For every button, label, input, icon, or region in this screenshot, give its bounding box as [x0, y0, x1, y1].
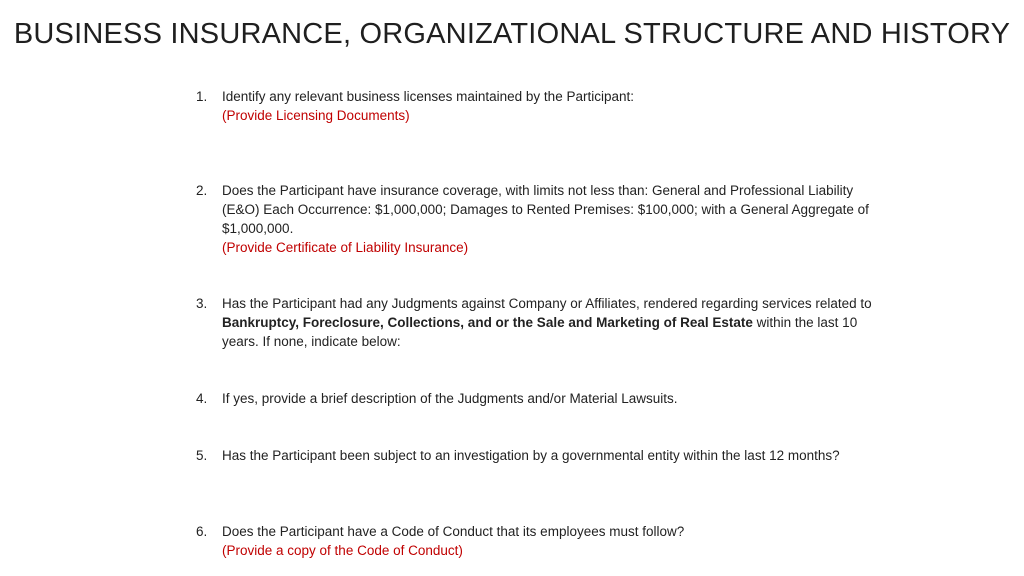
item-text-bold: Bankruptcy, Foreclosure, Collections, and or the Sale and Marketing of Real Estate	[222, 315, 753, 330]
item-number: 6.	[196, 524, 208, 539]
item-text: If yes, provide a brief description of the Judgments and/or Material Lawsuits.	[222, 391, 678, 406]
list-item-5	[196, 446, 856, 465]
item-text-after: within the last 10 years. If none, indicate below:	[222, 315, 858, 349]
item-text: Has the Participant been subject to an investigation by a governmental entity within the last 12 months?	[222, 448, 840, 463]
item-number: 2.	[196, 183, 208, 198]
list-item-1	[196, 87, 886, 125]
item-number: 4.	[196, 391, 208, 406]
item-number: 3.	[196, 296, 208, 311]
item-note: (Provide Licensing Documents)	[222, 108, 410, 123]
list-item-4	[196, 389, 886, 408]
item-note: (Provide Certificate of Liability Insurance)	[222, 240, 469, 255]
page-title: BUSINESS INSURANCE, ORGANIZATIONAL STRUCTURE AND HISTORY	[13, 18, 1011, 50]
item-content	[222, 181, 886, 257]
item-content	[222, 522, 886, 560]
item-text: Identify any relevant business licenses maintained by the Participant:	[222, 89, 634, 104]
item-text: Does the Participant have insurance coverage, with limits not less than: General and Professional Liability (E&O) Each Occurrence: $1,000,000; Damages to Rented Premises: $100,000; with a General Aggregate of $1,000,000.	[222, 183, 869, 236]
item-content	[222, 389, 886, 408]
item-note: (Provide a copy of the Code of Conduct)	[222, 543, 463, 558]
item-content	[222, 446, 856, 465]
item-content	[222, 87, 886, 125]
item-number: 1.	[196, 89, 208, 104]
item-number: 5.	[196, 448, 208, 463]
item-text-before: Has the Participant had any Judgments against Company or Affiliates, rendered regarding services related to	[222, 296, 872, 311]
list-item-6	[196, 522, 886, 560]
list-item-2	[196, 181, 886, 257]
item-text: Does the Participant have a Code of Conduct that its employees must follow?	[222, 524, 685, 539]
item-content	[222, 294, 886, 351]
list-item-3	[196, 294, 886, 351]
